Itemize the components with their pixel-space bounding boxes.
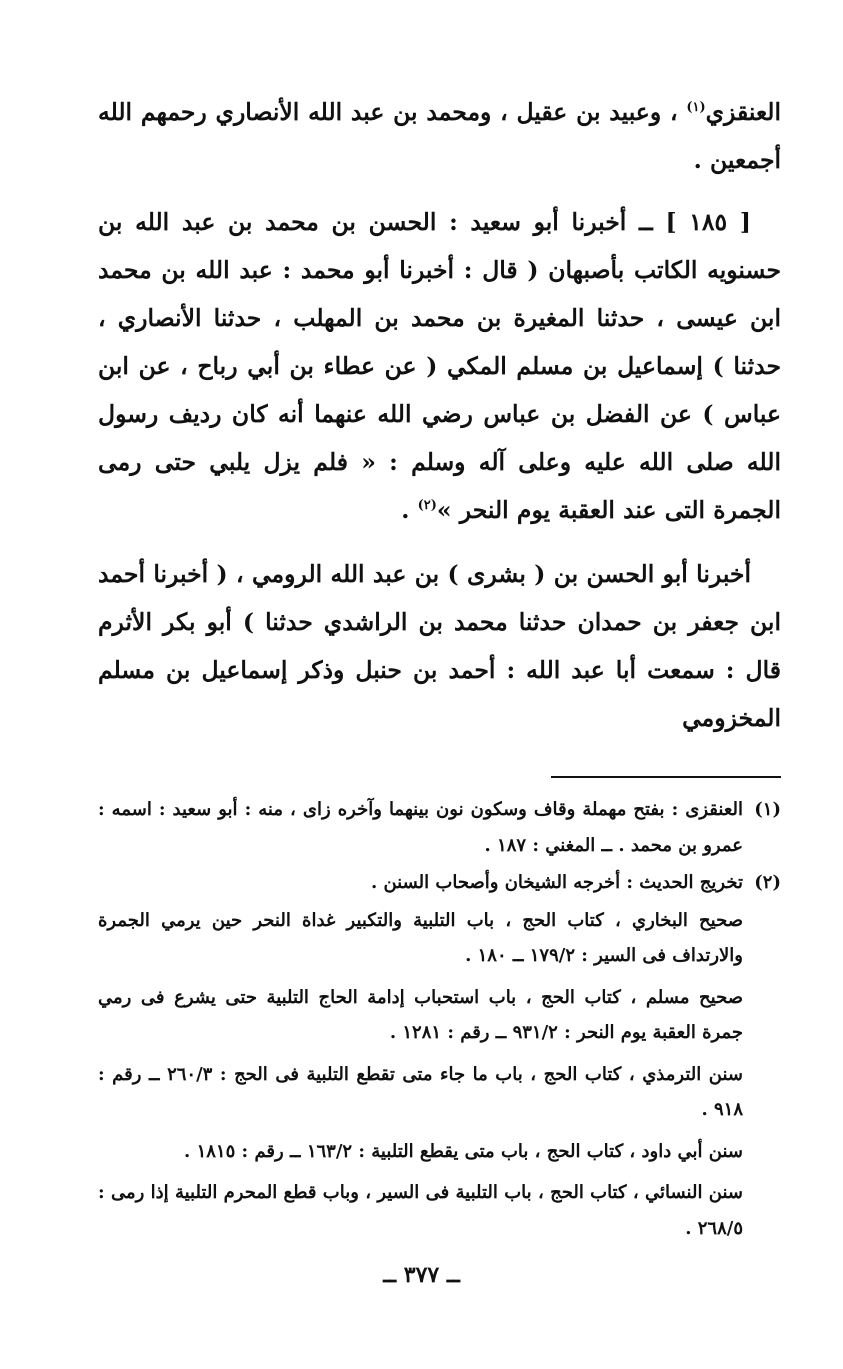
paragraph-2 xyxy=(98,198,781,534)
paragraph-1-text-b: ، وعبيد بن عقيل ، ومحمد بن عبد الله الأنصاري رحمهم الله أجمعين . xyxy=(98,98,781,174)
paragraph-2-text: [ ١٨٥ ] ــ أخبرنا أبو سعيد : الحسن بن محمد بن عبد الله بن حسنويه الكاتب بأصبهان ( قال : أخبرنا أبو محمد : عبد الله بن محمد ابن عيسى ، حدثنا المغيرة بن محمد بن المهلب ، حدثنا الأنصاري ، حدثنا ) إسماعيل بن مسلم المكي ( عن عطاء بن أبي رباح ، عن ابن عباس ) عن الفضل بن عباس رضي الله عنهما أنه كان رديف رسول الله صلى الله عليه وعلى آله وسلم : « فلم يزل يلبي حتى رمى الجمرة التى عند العقبة يوم النحر » xyxy=(98,208,781,524)
footnote-ref-abu-dawud: سنن أبي داود ، كتاب الحج ، باب متى يقطع التلبية : ١٦٣/٢ ــ رقم : ١٨١٥ . xyxy=(184,1140,743,1162)
footnote-ref-nasai: سنن النسائي ، كتاب الحج ، باب التلبية فى السير ، وباب قطع المحرم التلبية إذا رمى : ٢٦٨/٥ . xyxy=(98,1182,743,1239)
paragraph-1 xyxy=(98,88,781,184)
footnote-2-text: : أخرجه الشيخان وأصحاب السنن . xyxy=(370,872,640,893)
footnote-2-heading: تخريج الحديث xyxy=(639,872,743,893)
paragraph-1-text-a: العنقزي xyxy=(705,98,781,126)
footnote-2 xyxy=(98,865,781,901)
footnote-2-intro xyxy=(98,865,743,901)
footnote-divider xyxy=(551,776,781,778)
footnote-ref-1: (١) xyxy=(686,100,706,116)
paragraph-2-tail: . xyxy=(401,496,418,524)
footnote-1 xyxy=(98,792,781,863)
footnote-ref-2: (٢) xyxy=(417,498,437,514)
paragraph-3-text: أخبرنا أبو الحسن بن ( بشرى ) بن عبد الله الرومي ، ( أخبرنا أحمد ابن جعفر بن حمدان حدثنا محمد بن الراشدي حدثنا ) أبو بكر الأثرم قال : سمعت أبا عبد الله : أحمد بن حنبل وذكر إسماعيل بن مسلم المخزومي xyxy=(98,560,781,732)
footnote-2-number: (٢) xyxy=(754,872,781,893)
footnote-1-text: العنقزى : بفتح مهملة وقاف وسكون نون بينهما وآخره زاى ، منه : أبو سعيد : اسمه : عمرو بن محمد . ــ المغني : ١٨٧ . xyxy=(98,799,743,856)
footnote-ref-bukhari: صحيح البخاري ، كتاب الحج ، باب التلبية والتكبير غداة النحر حين يرمي الجمرة والارتداف فى السير : ١٧٩/٢ ــ ١٨٠ . xyxy=(98,909,743,966)
footnote-ref-tirmidhi: سنن الترمذي ، كتاب الحج ، باب ما جاء متى تقطع التلبية فى الحج : ٢٦٠/٣ ــ رقم : ٩١٨ . xyxy=(98,1063,743,1120)
paragraph-3 xyxy=(98,550,781,742)
footnote-ref-muslim: صحيح مسلم ، كتاب الحج ، باب استحباب إدامة الحاج التلبية حتى يشرع فى رمي جمرة العقبة يوم النحر : ٩٣١/٢ ــ رقم : ١٢٨١ . xyxy=(98,986,743,1043)
footnote-1-number: (١) xyxy=(754,799,781,820)
main-text xyxy=(98,88,781,742)
footnotes xyxy=(98,792,781,1246)
page-number: ــ ٣٧٧ ــ xyxy=(383,1262,460,1288)
